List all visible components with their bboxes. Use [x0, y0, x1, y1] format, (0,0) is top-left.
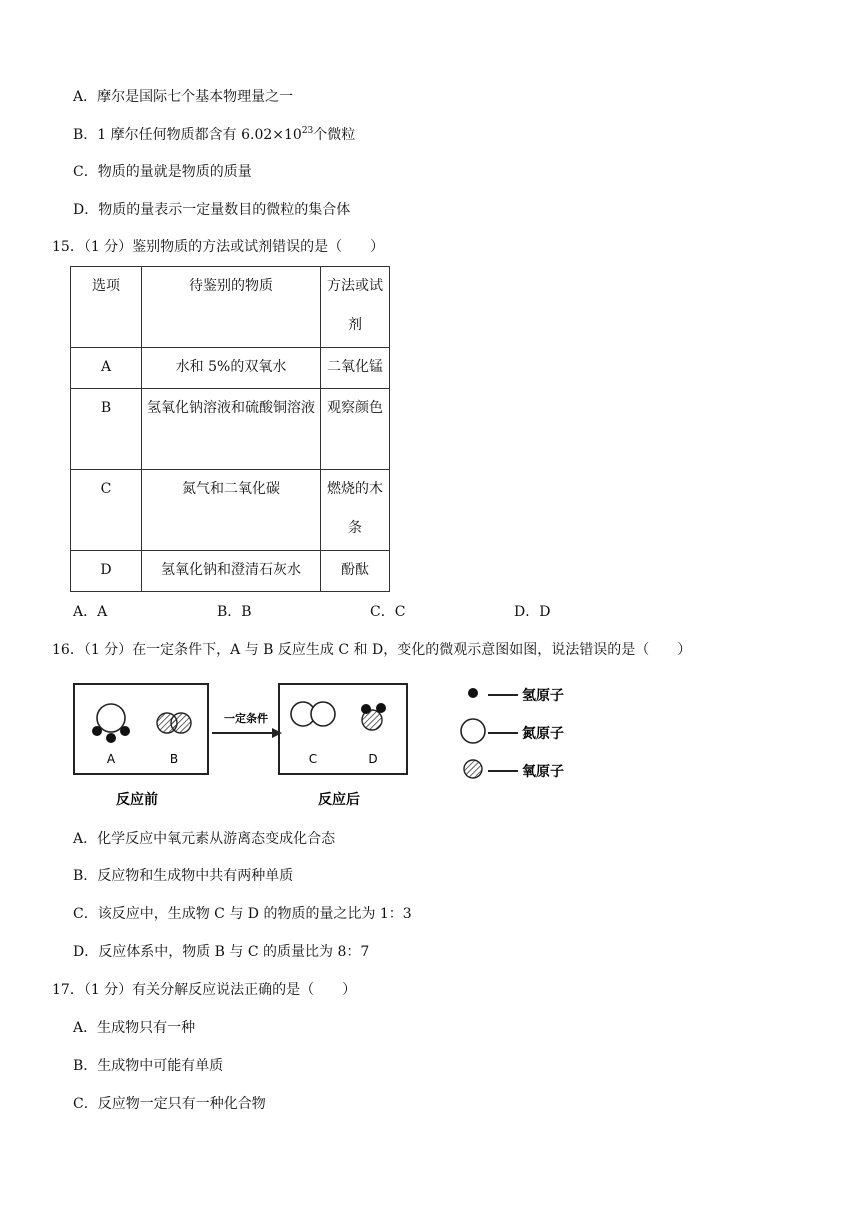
- table-header-cell: 方法或试剂: [321, 267, 390, 348]
- option-text: 化学反应中氧元素从游离态变成化合态: [97, 831, 336, 847]
- after-box: [279, 684, 407, 774]
- exponent: 23: [301, 126, 314, 136]
- hydrogen-atom: [120, 726, 130, 736]
- label-a: A: [106, 752, 116, 766]
- legend-nitrogen-icon: [461, 719, 485, 743]
- q17-option-c: [73, 1094, 266, 1114]
- hydrogen-atom: [106, 733, 116, 743]
- hydrogen-atom: [361, 704, 371, 714]
- legend-hydrogen: 氢原子: [522, 688, 564, 704]
- table-cell: A: [71, 348, 142, 389]
- option-text: 反应体系中，物质 B 与 C 的质量比为 8：7: [98, 944, 370, 960]
- option-text: 生成物中可能有单质: [97, 1058, 224, 1074]
- option-label: A．: [73, 1020, 98, 1036]
- option-label: A．: [73, 89, 98, 105]
- q15-choice-b: B．B: [217, 604, 252, 620]
- q17-option-a: [73, 1018, 195, 1038]
- table-cell: 二氧化锰: [321, 348, 390, 389]
- nitrogen-atom: [97, 704, 125, 732]
- table-header-row: [71, 267, 390, 348]
- option-label: C．: [73, 164, 98, 180]
- table-header-cell: 选项: [71, 267, 142, 348]
- q16-option-d: [73, 942, 369, 962]
- option-text-suffix: 个微粒: [313, 127, 356, 143]
- label-c: C: [308, 752, 318, 766]
- table-row: [71, 348, 390, 389]
- option-label: B．: [73, 127, 98, 143]
- table-cell: C: [71, 470, 142, 551]
- q16-option-a: [73, 829, 335, 849]
- reaction-diagram: [70, 678, 590, 818]
- caption-before: 反应前: [116, 792, 158, 808]
- option-text: 摩尔是国际七个基本物理量之一: [97, 89, 294, 105]
- option-label: D．: [73, 944, 99, 960]
- legend-oxygen: 氧原子: [522, 764, 564, 780]
- label-d: D: [368, 752, 378, 766]
- caption-after: 反应后: [318, 792, 360, 808]
- nitrogen-atom: [311, 702, 335, 726]
- table-cell: 氢氧化钠溶液和硫酸铜溶液: [142, 389, 321, 470]
- table-row: [71, 389, 390, 470]
- table-cell: D: [71, 551, 142, 592]
- table-cell: 水和 5%的双氧水: [142, 348, 321, 389]
- option-text: 物质的量表示一定量数目的微粒的集合体: [98, 202, 351, 218]
- q17-option-b: [73, 1056, 223, 1076]
- arrow-head-icon: [272, 728, 282, 738]
- oxygen-atom: [171, 713, 191, 733]
- hydrogen-atom: [92, 726, 102, 736]
- legend-nitrogen: 氮原子: [522, 726, 564, 742]
- q17-stem: 17．（1 分）有关分解反应说法正确的是（ ）: [52, 982, 357, 998]
- q16-stem: 16．（1 分）在一定条件下，A 与 B 反应生成 C 和 D，变化的微观示意图如图，说法错误的是（ ）: [52, 642, 692, 658]
- hydrogen-atom: [376, 703, 386, 713]
- table-cell: 燃烧的木条: [321, 470, 390, 551]
- q14-option-a: [73, 87, 293, 107]
- q15-choice-a: A．A: [73, 604, 108, 620]
- q14-option-d: [73, 200, 350, 220]
- q15-stem: 15．（1 分）鉴别物质的方法或试剂错误的是（ ）: [52, 239, 385, 255]
- q15-choice-d: D．D: [514, 604, 551, 620]
- option-label: A．: [73, 831, 98, 847]
- option-text: 生成物只有一种: [97, 1020, 196, 1036]
- option-label: C．: [73, 906, 98, 922]
- q14-option-b: [73, 125, 355, 145]
- table-row: [71, 470, 390, 551]
- option-text: 1 摩尔任何物质都含有 6.02×10: [97, 127, 302, 143]
- option-label: D．: [73, 202, 99, 218]
- table-row: [71, 551, 390, 592]
- table-cell: 酚酞: [321, 551, 390, 592]
- option-label: C．: [73, 1096, 98, 1112]
- table-cell: 氮气和二氧化碳: [142, 470, 321, 551]
- q16-option-c: [73, 904, 412, 924]
- table-cell: 观察颜色: [321, 389, 390, 470]
- q14-option-c: [73, 162, 252, 182]
- option-text: 反应物和生成物中共有两种单质: [97, 868, 294, 884]
- q15-choice-c: C．C: [370, 604, 406, 620]
- option-label: B．: [73, 1058, 98, 1074]
- option-text: 物质的量就是物质的质量: [97, 164, 252, 180]
- label-b: B: [169, 752, 179, 766]
- legend-oxygen-icon: [464, 760, 482, 778]
- arrow-label: 一定条件: [224, 712, 268, 725]
- table-cell: B: [71, 389, 142, 470]
- option-text: 该反应中，生成物 C 与 D 的物质的量之比为 1：3: [97, 906, 412, 922]
- q16-option-b: [73, 866, 293, 886]
- legend-hydrogen-icon: [468, 688, 478, 698]
- option-text: 反应物一定只有一种化合物: [97, 1096, 266, 1112]
- table-cell: 氢氧化钠和澄清石灰水: [142, 551, 321, 592]
- q15-table: [70, 266, 390, 592]
- option-label: B．: [73, 868, 98, 884]
- table-header-cell: 待鉴别的物质: [142, 267, 321, 348]
